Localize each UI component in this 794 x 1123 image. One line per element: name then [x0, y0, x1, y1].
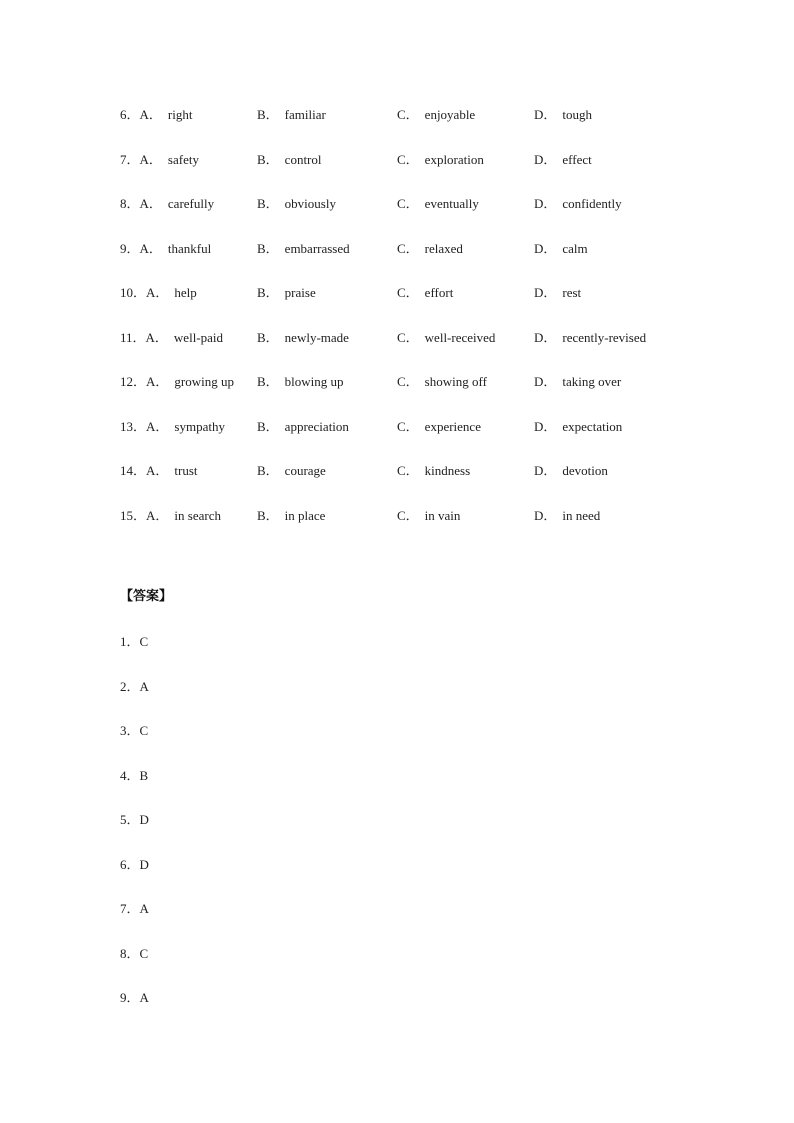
option-letter: A．: [146, 418, 169, 434]
option-letter: B．: [257, 285, 279, 300]
option-text: relaxed: [424, 240, 463, 256]
option-text: taking over: [562, 374, 622, 389]
question-row: [120, 282, 680, 327]
option-letter: D．: [534, 240, 557, 256]
answer-item: 7．A: [120, 901, 149, 916]
option-c: [397, 327, 495, 346]
option-letter: B．: [257, 240, 279, 256]
question-row: [120, 460, 680, 505]
option-d: [534, 238, 588, 257]
answer-item: 6．D: [120, 856, 149, 872]
option-c: [397, 371, 487, 390]
option-text: newly-made: [284, 329, 349, 345]
option-letter: C．: [397, 107, 419, 122]
option-text: blowing up: [284, 374, 344, 389]
option-text: in need: [562, 507, 601, 523]
question-list: [120, 104, 680, 549]
option-text: trust: [174, 463, 198, 478]
question-number: 15．: [120, 507, 147, 523]
option-b: [257, 416, 349, 435]
option-letter: A．: [146, 507, 169, 523]
question-row: [120, 371, 680, 416]
option-letter: B．: [257, 196, 279, 211]
option-letter: D．: [534, 374, 557, 389]
option-d: [534, 282, 581, 301]
option-letter: A．: [139, 196, 162, 211]
option-text: expectation: [562, 418, 623, 434]
option-letter: D．: [534, 285, 557, 300]
option-letter: D．: [534, 463, 557, 478]
answer-list: [120, 631, 149, 1032]
option-d: [534, 149, 592, 168]
question-number: 12．: [120, 374, 147, 389]
option-letter: C．: [397, 196, 419, 211]
option-letter: D．: [534, 196, 557, 211]
option-b: [257, 104, 326, 123]
option-letter: C．: [397, 285, 419, 300]
option-letter: B．: [257, 507, 279, 523]
option-d: [534, 371, 621, 390]
option-text: rest: [562, 285, 582, 300]
option-text: carefully: [167, 196, 215, 211]
option-text: effect: [562, 151, 592, 167]
question-number: 6．: [120, 107, 140, 122]
option-text: well-received: [424, 329, 496, 345]
option-text: eventually: [424, 196, 479, 211]
option-text: enjoyable: [424, 107, 476, 122]
option-b: [257, 238, 350, 257]
option-letter: A．: [139, 151, 162, 167]
option-a: [120, 416, 225, 435]
option-a: [120, 104, 192, 123]
option-text: confidently: [562, 196, 622, 211]
option-letter: C．: [397, 507, 419, 523]
question-number: 8．: [120, 196, 140, 211]
option-text: kindness: [424, 463, 471, 478]
question-row: [120, 416, 680, 461]
option-letter: B．: [257, 463, 279, 478]
answer-item: 3．C: [120, 723, 149, 738]
option-d: [534, 460, 608, 479]
option-a: [120, 460, 198, 479]
option-text: growing up: [174, 374, 234, 389]
option-letter: D．: [534, 107, 557, 122]
question-row: [120, 327, 680, 372]
option-b: [257, 505, 325, 524]
option-letter: C．: [397, 418, 419, 434]
option-b: [257, 282, 316, 301]
option-letter: B．: [257, 329, 279, 345]
option-a: [120, 238, 211, 257]
option-text: praise: [284, 285, 316, 300]
option-text: obviously: [284, 196, 336, 211]
option-d: [534, 416, 622, 435]
question-number: 10．: [120, 285, 147, 300]
option-text: sympathy: [174, 418, 225, 434]
option-d: [534, 327, 646, 346]
question-row: [120, 104, 680, 149]
option-d: [534, 505, 600, 524]
option-letter: D．: [534, 329, 557, 345]
option-letter: D．: [534, 151, 557, 167]
option-c: [397, 149, 484, 168]
question-number: 9．: [120, 240, 140, 256]
option-text: in vain: [424, 507, 461, 523]
option-letter: A．: [139, 107, 162, 122]
option-letter: A．: [146, 463, 169, 478]
answer-item: 2．A: [120, 678, 149, 694]
question-number: 11．: [120, 329, 146, 345]
option-letter: B．: [257, 418, 279, 434]
option-text: help: [174, 285, 197, 300]
option-text: safety: [167, 151, 199, 167]
option-text: recently-revised: [562, 329, 647, 345]
answer-item: 8．C: [120, 945, 149, 961]
question-number: 14．: [120, 463, 147, 478]
option-text: calm: [562, 240, 588, 256]
option-text: exploration: [424, 151, 484, 167]
option-letter: C．: [397, 329, 419, 345]
option-c: [397, 416, 481, 435]
option-letter: D．: [534, 507, 557, 523]
option-b: [257, 149, 322, 168]
option-letter: A．: [145, 329, 168, 345]
option-a: [120, 282, 197, 301]
option-b: [257, 460, 326, 479]
option-text: right: [167, 107, 193, 122]
option-c: [397, 238, 463, 257]
option-text: control: [284, 151, 322, 167]
option-letter: C．: [397, 240, 419, 256]
question-row: [120, 238, 680, 283]
option-c: [397, 460, 470, 479]
option-c: [397, 282, 453, 301]
option-b: [257, 193, 336, 212]
question-number: 7．: [120, 151, 140, 167]
answer-item: 1．C: [120, 634, 149, 649]
option-letter: B．: [257, 151, 279, 167]
option-text: in place: [284, 507, 326, 523]
option-letter: C．: [397, 463, 419, 478]
option-letter: A．: [139, 240, 162, 256]
option-c: [397, 104, 475, 123]
option-d: [534, 193, 622, 212]
option-b: [257, 371, 344, 390]
question-row: [120, 149, 680, 194]
option-text: showing off: [424, 374, 487, 389]
option-text: tough: [562, 107, 593, 122]
question-row: [120, 193, 680, 238]
option-text: well-paid: [173, 329, 224, 345]
option-text: experience: [424, 418, 481, 434]
option-c: [397, 505, 460, 524]
option-text: in search: [174, 507, 221, 523]
option-text: devotion: [562, 463, 608, 478]
question-row: [120, 505, 680, 550]
answer-item: 4．B: [120, 767, 149, 783]
option-letter: B．: [257, 374, 279, 389]
option-a: [120, 149, 199, 168]
option-a: [120, 193, 214, 212]
option-letter: C．: [397, 374, 419, 389]
option-text: embarrassed: [284, 240, 350, 256]
option-a: [120, 327, 223, 346]
question-number: 13．: [120, 418, 147, 434]
option-letter: A．: [146, 374, 169, 389]
option-text: appreciation: [284, 418, 349, 434]
answer-heading: 【答案】: [120, 589, 173, 604]
option-c: [397, 193, 479, 212]
option-a: [120, 371, 234, 390]
option-b: [257, 327, 349, 346]
option-letter: B．: [257, 107, 279, 122]
option-d: [534, 104, 592, 123]
option-text: familiar: [284, 107, 326, 122]
option-a: [120, 505, 221, 524]
option-text: thankful: [167, 240, 212, 256]
option-letter: D．: [534, 418, 557, 434]
option-letter: C．: [397, 151, 419, 167]
answer-item: 5．D: [120, 812, 149, 827]
option-text: effort: [424, 285, 454, 300]
answer-item: 9．A: [120, 990, 149, 1005]
option-letter: A．: [146, 285, 169, 300]
option-text: courage: [284, 463, 326, 478]
